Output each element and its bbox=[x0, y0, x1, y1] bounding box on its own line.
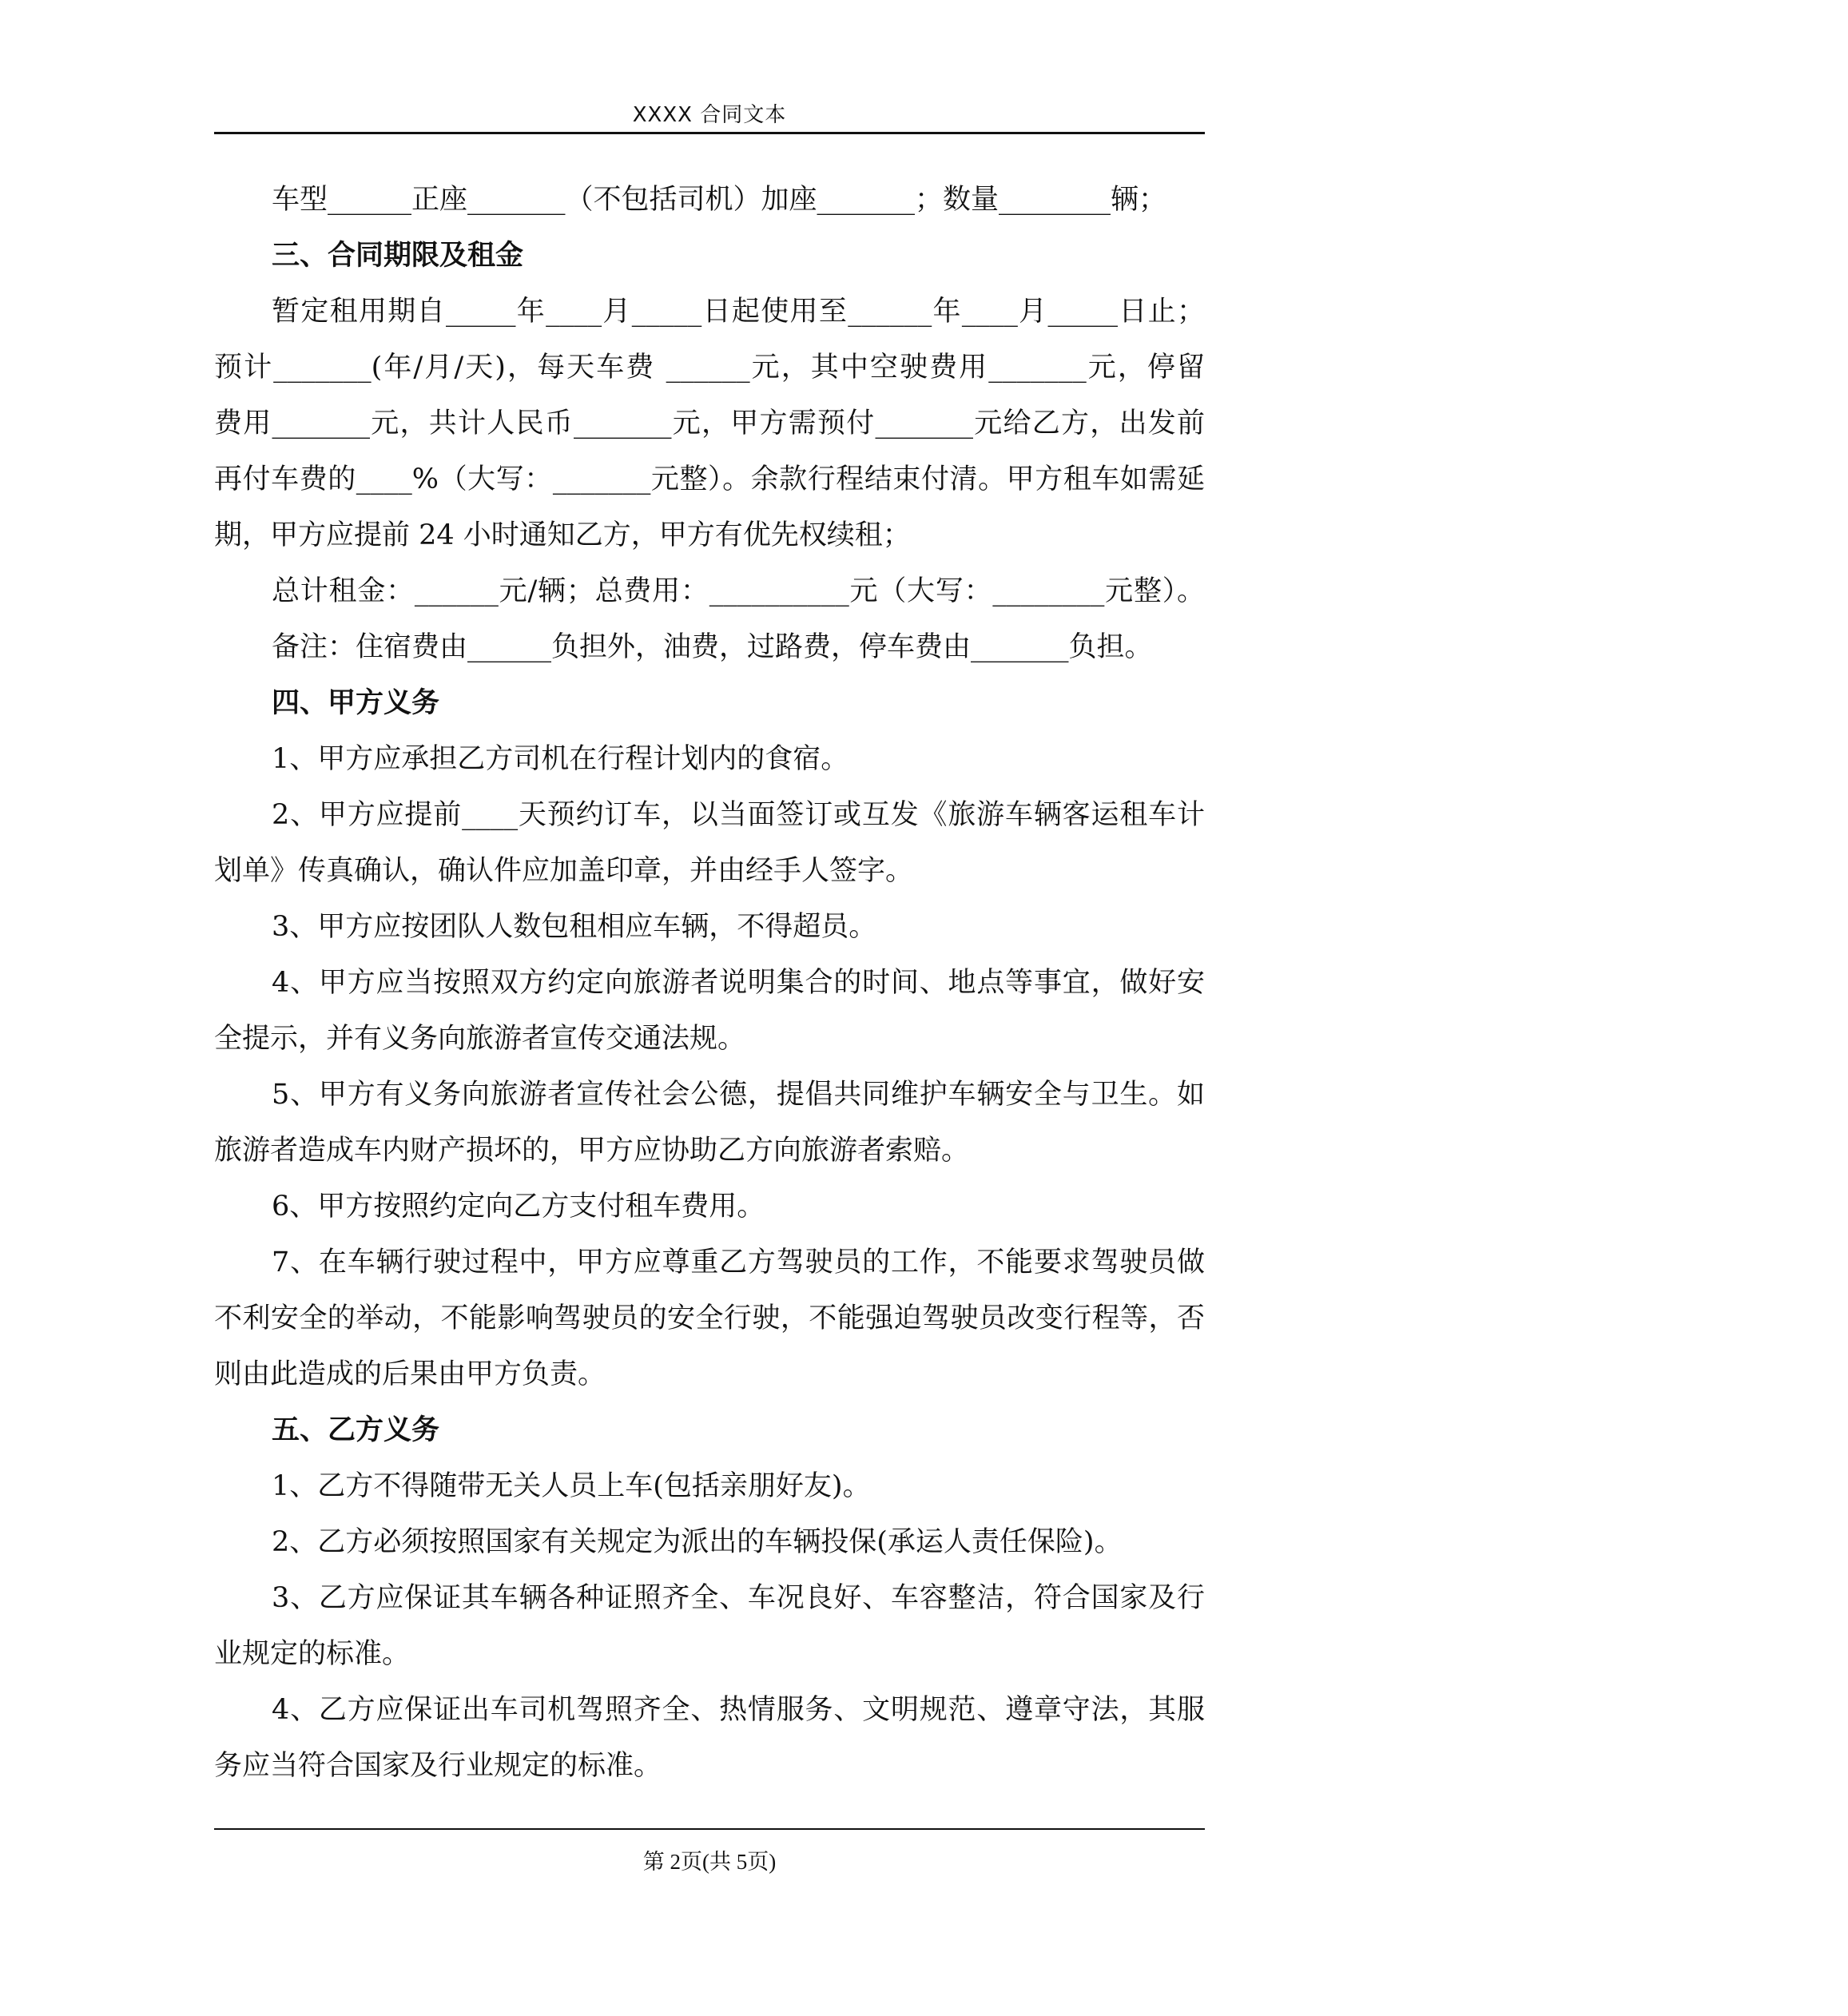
paragraph-line: 划单》传真确认，确认件应加盖印章，并由经手人签字。 bbox=[214, 855, 914, 887]
paragraph-line: 总计租金：______元/辆；总费用：__________元（大写：________元整）。 bbox=[272, 575, 1205, 607]
section-heading: 三、合同期限及租金 bbox=[272, 240, 524, 272]
footer-divider bbox=[214, 1828, 1205, 1830]
paragraph-line: 4、乙方应保证出车司机驾照齐全、热情服务、文明规范、遵章守法，其服 bbox=[272, 1694, 1205, 1726]
paragraph-line: 则由此造成的后果由甲方负责。 bbox=[214, 1358, 606, 1390]
page-number: 第 2页(共 5页) bbox=[642, 1850, 777, 1874]
paragraph-line: 2、甲方应提前____天预约订车，以当面签订或互发《旅游车辆客运租车计 bbox=[272, 799, 1205, 831]
page-header-title: XXXX 合同文本 bbox=[632, 103, 787, 127]
paragraph-line: 期，甲方应提前 24 小时通知乙方，甲方有优先权续租； bbox=[214, 519, 911, 551]
paragraph-line: 车型______正座_______（不包括司机）加座_______；数量________辆； bbox=[272, 184, 1167, 216]
paragraph-line: 不利安全的举动，不能影响驾驶员的安全行驶，不能强迫驾驶员改变行程等，否 bbox=[214, 1302, 1205, 1334]
section-heading: 四、甲方义务 bbox=[272, 687, 440, 719]
paragraph-line: 业规定的标准。 bbox=[214, 1638, 411, 1670]
paragraph-line: 再付车费的____%（大写：_______元整）。余款行程结束付清。甲方租车如需延 bbox=[214, 463, 1205, 495]
header-divider bbox=[214, 132, 1205, 134]
paragraph-line: 全提示，并有义务向旅游者宣传交通法规。 bbox=[214, 1023, 746, 1055]
section-heading: 五、乙方义务 bbox=[272, 1414, 440, 1446]
paragraph-line: 预计_______(年/月/天)，每天车费 ______元，其中空驶费用_______元，停留 bbox=[214, 352, 1205, 384]
paragraph-line: 5、甲方有义务向旅游者宣传社会公德，提倡共同维护车辆安全与卫生。如 bbox=[272, 1079, 1205, 1111]
document-body bbox=[214, 172, 1205, 1794]
paragraph-line: 3、乙方应保证其车辆各种证照齐全、车况良好、车容整洁，符合国家及行 bbox=[272, 1582, 1205, 1614]
paragraph-line: 4、甲方应当按照双方约定向旅游者说明集合的时间、地点等事宜，做好安 bbox=[272, 967, 1205, 999]
paragraph-line: 3、甲方应按团队人数包租相应车辆，不得超员。 bbox=[272, 911, 877, 943]
paragraph-line: 7、在车辆行驶过程中，甲方应尊重乙方驾驶员的工作，不能要求驾驶员做 bbox=[272, 1247, 1205, 1278]
paragraph-line: 6、甲方按照约定向乙方支付租车费用。 bbox=[272, 1191, 765, 1223]
paragraph-line: 2、乙方必须按照国家有关规定为派出的车辆投保(承运人责任保险)。 bbox=[272, 1526, 1123, 1558]
paragraph-line: 旅游者造成车内财产损坏的，甲方应协助乙方向旅游者索赔。 bbox=[214, 1135, 970, 1167]
paragraph-line: 务应当符合国家及行业规定的标准。 bbox=[214, 1750, 662, 1782]
paragraph-line: 暂定租用期自_____年____月_____日起使用至______年____月_____日止； bbox=[272, 296, 1205, 328]
paragraph-line: 备注：住宿费由______负担外，油费，过路费，停车费由_______负担。 bbox=[272, 631, 1153, 663]
paragraph-line: 1、甲方应承担乙方司机在行程计划内的食宿。 bbox=[272, 743, 849, 775]
paragraph-line: 1、乙方不得随带无关人员上车(包括亲朋好友)。 bbox=[272, 1470, 871, 1502]
paragraph-line: 费用_______元，共计人民币_______元，甲方需预付_______元给乙方，出发前 bbox=[214, 408, 1205, 439]
